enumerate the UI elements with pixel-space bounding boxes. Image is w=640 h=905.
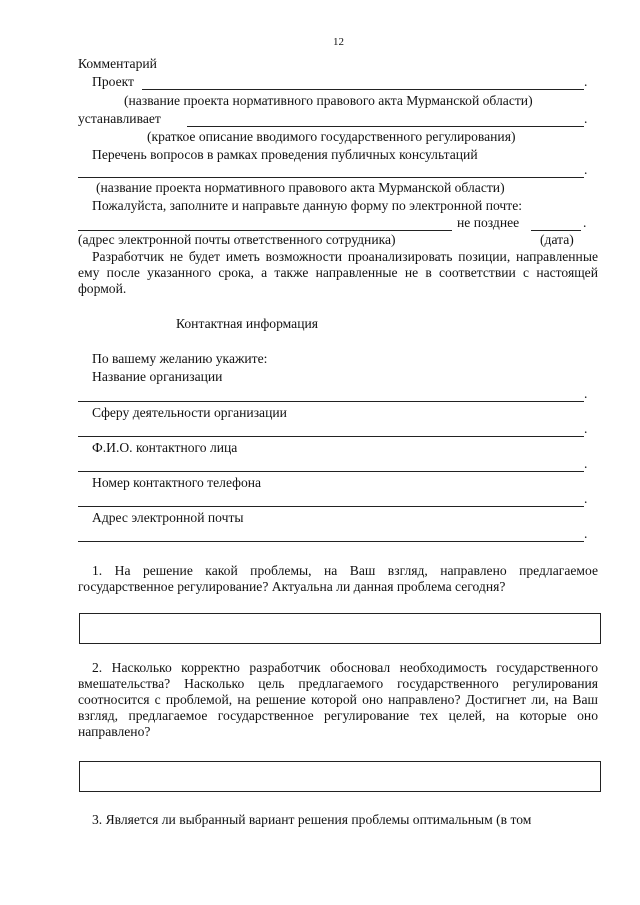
- establishes-line[interactable]: [187, 126, 584, 127]
- comment-heading: Комментарий: [78, 56, 157, 71]
- project-hint: (название проекта нормативного правового акта Мурманской области): [124, 93, 533, 108]
- org-name-line[interactable]: [78, 401, 584, 402]
- activity-label: Сферу деятельности организации: [92, 405, 287, 420]
- questions-line[interactable]: [78, 177, 584, 178]
- establishes-label: устанавливает: [78, 111, 161, 126]
- developer-note: Разработчик не будет иметь возможности проанализировать позиции, направленные ему после указанного срока, а также направленные не в соответствии с настоящей формой.: [78, 249, 598, 296]
- email-hint: (адрес электронной почты ответственного сотрудника): [78, 232, 396, 247]
- document-page: 12 Комментарий Проект . (название проекта нормативного правового акта Мурманской области) устанавливает . (краткое описание вводимого государственного регулирования) Перечень вопросов в рамках проведения публичных консультаций . (название проекта нормативного правового акта Мурманской области) Пожалуйста, заполните и направьте данную форму по электронной почте: не позднее . (адрес электронной почты ответственного сотрудника) (дата) Разработчик не будет иметь возможности проанализировать позиции, направленные ему после указанного срока, а также направленные не в соответствии с настоящей формой. Контактная информация По вашему желанию укажите: Название организации . Сферу деятельности организации . Ф.И.О. контактного лица . Номер контактного телефона . Адрес электронной почты . 1. На решение какой проблемы, на Ваш взгляд, направлено предлагаемое государственное регулирование? Актуальна ли данная проблема сегодня? 2. Насколько корректно разработчик обосновал необходимость государственного вмешательства? Насколько цель предлагаемого государственного регулирования соотносится с проблемой, на решение которой оно направлено? Достигнет ли, на Ваш взгляд, предлагаемое государственное регулирование тех целей, на которые оно направлено? 3. Является ли выбранный вариант решения проблемы оптимальным (в том: [0, 0, 640, 905]
- page-number: 12: [333, 36, 344, 48]
- activity-line[interactable]: [78, 436, 584, 437]
- establishes-hint: (краткое описание вводимого государственного регулирования): [147, 129, 516, 144]
- no-later-label: не позднее: [457, 215, 520, 230]
- answer-box-1[interactable]: [79, 613, 601, 644]
- contact-email-line[interactable]: [78, 541, 584, 542]
- question-1: 1. На решение какой проблемы, на Ваш взгляд, направлено предлагаемое государственное регулирование? Актуальна ли данная проблема сегодня?: [78, 563, 598, 594]
- fill-request: Пожалуйста, заполните и направьте данную форму по электронной почте:: [92, 198, 523, 213]
- phone-label: Номер контактного телефона: [92, 475, 262, 490]
- answer-box-2[interactable]: [79, 761, 601, 792]
- contact-person-label: Ф.И.О. контактного лица: [92, 440, 238, 455]
- email-line[interactable]: [78, 230, 452, 231]
- project-line[interactable]: [142, 89, 584, 90]
- questions-hint: (название проекта нормативного правового акта Мурманской области): [96, 180, 505, 195]
- date-line[interactable]: [531, 230, 581, 231]
- date-hint: (дата): [540, 232, 574, 247]
- question-3: 3. Является ли выбранный вариант решения проблемы оптимальным (в том: [92, 812, 532, 827]
- contact-title: Контактная информация: [176, 316, 319, 331]
- question-2: 2. Насколько корректно разработчик обосновал необходимость государственного вмешательства? Насколько цель предлагаемого государственного регулирования соотносится с проблемой, на решение которой оно направлено? Достигнет ли, на Ваш взгляд, предлагаемое государственное регулирование тех целей, на которые оно направлено?: [78, 660, 598, 739]
- org-name-label: Название организации: [92, 369, 223, 384]
- contact-person-line[interactable]: [78, 471, 584, 472]
- email-label: Адрес электронной почты: [92, 510, 244, 525]
- questions-title: Перечень вопросов в рамках проведения публичных консультаций: [92, 147, 478, 162]
- phone-line[interactable]: [78, 506, 584, 507]
- contact-intro: По вашему желанию укажите:: [92, 351, 268, 366]
- project-label: Проект: [92, 74, 134, 89]
